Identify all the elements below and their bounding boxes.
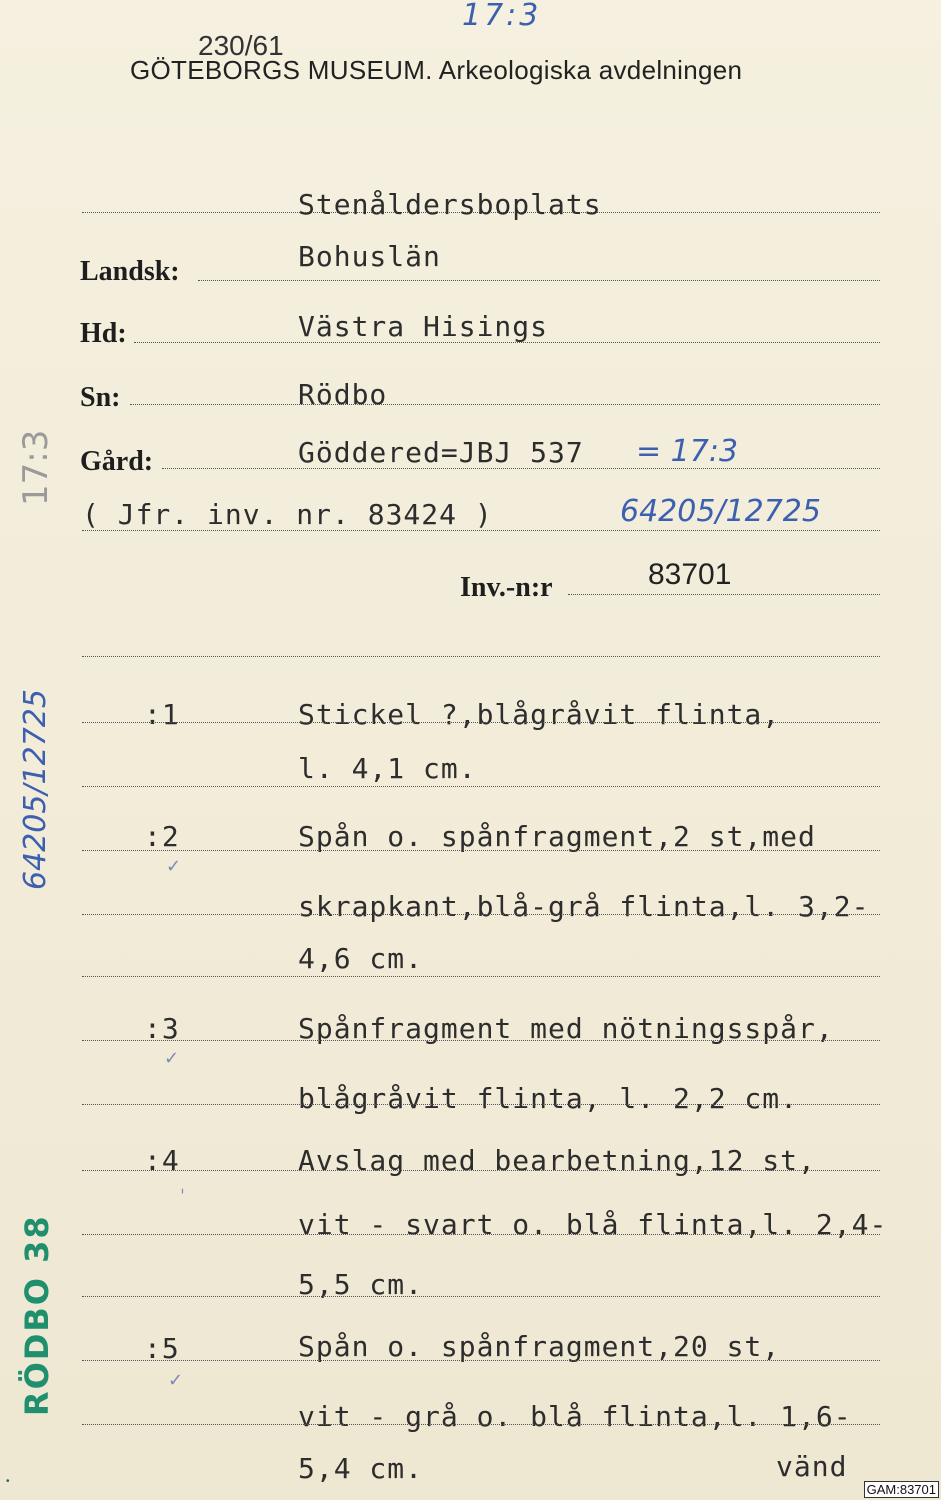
- sn-label: Sn:: [80, 382, 121, 413]
- jfr-reference: ( Jfr. inv. nr. 83424 ): [82, 498, 493, 531]
- inv-label: Inv.-n:r: [460, 572, 553, 603]
- check-mark-icon: ✓: [164, 1048, 180, 1069]
- dotted-line: [82, 914, 880, 915]
- check-mark-icon: ✓: [168, 1370, 184, 1391]
- dotted-line: [130, 404, 880, 405]
- jfr-handwritten: 64205/12725: [620, 494, 821, 529]
- category-value: Stenåldersboplats: [298, 188, 602, 221]
- item-line: vit - grå o. blå flinta,l. 1,6-: [298, 1400, 852, 1433]
- item-number: :5: [144, 1332, 180, 1365]
- dotted-line: [82, 1360, 880, 1361]
- item-line: Spånfragment med nötningsspår,: [298, 1012, 834, 1045]
- inv-number: 83701: [648, 558, 732, 591]
- dotted-line: [82, 722, 880, 723]
- dotted-line: [198, 280, 880, 281]
- item-line: Spån o. spånfragment,2 st,med: [298, 820, 816, 853]
- gard-label: Gård:: [80, 446, 154, 477]
- catalog-stamp: GAM:83701: [864, 1481, 939, 1498]
- item-line: blågråvit flinta, l. 2,2 cm.: [298, 1082, 799, 1115]
- margin-dot: •: [6, 1476, 10, 1487]
- hd-label: Hd:: [80, 318, 127, 349]
- hd-value: Västra Hisings: [298, 310, 549, 343]
- margin-pencil-code: 17:3: [16, 429, 56, 506]
- dotted-line: [82, 1296, 880, 1297]
- item-line: Spån o. spånfragment,20 st,: [298, 1330, 781, 1363]
- dotted-line: [82, 786, 880, 787]
- item-line: vit - svart o. blå flinta,l. 2,4-: [298, 1208, 888, 1241]
- margin-green-label: RÖDBO 38: [18, 1214, 56, 1416]
- dotted-line: [82, 656, 880, 657]
- dotted-line: [568, 594, 880, 595]
- item-number: :4: [144, 1144, 180, 1177]
- turn-over-note: vänd: [776, 1450, 848, 1483]
- gard-value: Göddered=JBJ 537: [298, 436, 584, 469]
- dotted-line: [82, 530, 880, 531]
- gard-handwritten: = 17:3: [636, 434, 739, 469]
- card-header-title: GÖTEBORGS MUSEUM. Arkeologiska avdelningen: [130, 55, 743, 85]
- dotted-line: [82, 1234, 880, 1235]
- dotted-line: [82, 1424, 880, 1425]
- item-line: l. 4,1 cm.: [298, 752, 477, 785]
- item-line: Avslag med bearbetning,12 st,: [298, 1144, 816, 1177]
- dotted-line: [82, 1170, 880, 1171]
- item-number: :3: [144, 1012, 180, 1045]
- item-line: Stickel ?,blågråvit flinta,: [298, 698, 781, 731]
- item-line: 4,6 cm.: [298, 942, 424, 975]
- dotted-line: [82, 1104, 880, 1105]
- item-number: :1: [144, 698, 180, 731]
- item-number: :2: [144, 820, 180, 853]
- pencil-number: 230/61: [198, 30, 284, 61]
- item-line: 5,4 cm.: [298, 1452, 424, 1485]
- dotted-line: [82, 1040, 880, 1041]
- handwritten-code-top: 17:3: [462, 0, 542, 33]
- item-line: skrapkant,blå-grå flinta,l. 3,2-: [298, 890, 870, 923]
- landsk-value: Bohuslän: [298, 240, 441, 273]
- dotted-line: [82, 850, 880, 851]
- dotted-line: [82, 976, 880, 977]
- check-mark-icon: ˈ: [180, 1186, 185, 1207]
- landsk-label: Landsk:: [80, 256, 180, 287]
- item-line: 5,5 cm.: [298, 1268, 424, 1301]
- sn-value: Rödbo: [298, 378, 388, 411]
- margin-blue-code: 64205/12725: [18, 689, 53, 890]
- check-mark-icon: ✓: [166, 856, 182, 877]
